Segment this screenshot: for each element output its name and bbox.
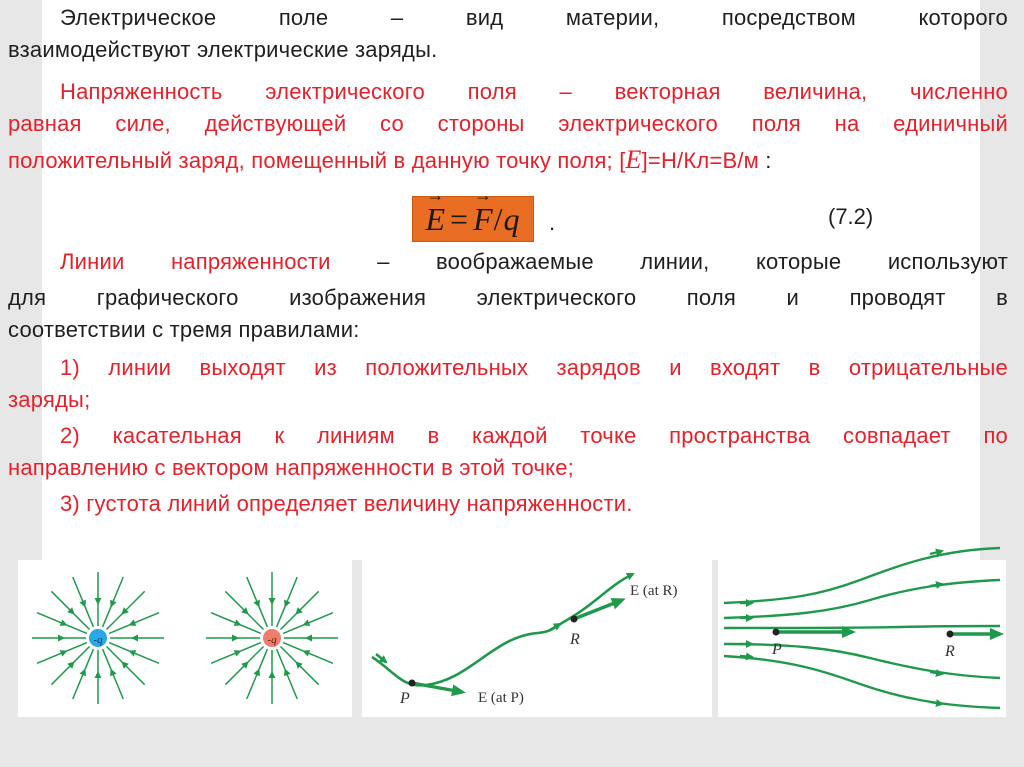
- positive-charge-label: -q: [267, 634, 277, 646]
- units: =Н/Кл=В/м: [647, 148, 759, 173]
- radial-arrowhead: [95, 671, 102, 678]
- rule-2-line2: направлению с вектором напряженности в этой точке;: [8, 455, 574, 480]
- label-e-at-p: E (at P): [478, 690, 524, 706]
- para3-line3: соответствии с тремя правилами:: [8, 317, 360, 342]
- label-e-at-r: E (at R): [630, 583, 678, 599]
- density-line-5: [724, 656, 1000, 708]
- curve-label-p: P: [400, 690, 410, 707]
- unit-bracket-close: ]: [641, 148, 648, 173]
- density-label-r: R: [945, 643, 955, 660]
- radial-arrowhead: [232, 635, 239, 642]
- density-line-1: [724, 548, 1000, 603]
- point-p-dot: [409, 680, 416, 687]
- density-point-r-dot: [947, 631, 954, 638]
- radial-arrowhead: [131, 635, 138, 642]
- density-label-p: P: [772, 641, 782, 658]
- unit-bracket-open: [: [619, 148, 626, 173]
- field-symbol: E: [625, 145, 642, 174]
- vector-e: → E: [425, 201, 446, 238]
- para2-line3: положительный заряд, помещенный в данную точку поля; [E]=Н/Кл=В/м :: [8, 145, 772, 174]
- radial-arrowhead: [305, 635, 312, 642]
- point-r-dot: [571, 616, 578, 623]
- curve-arrow-mid: [550, 624, 560, 630]
- radial-arrowhead: [269, 598, 276, 605]
- rule-1-line2: заряды;: [8, 387, 91, 412]
- radial-arrowhead: [58, 635, 65, 642]
- density-line-2: [724, 580, 1000, 618]
- rule-3-line1: 3) густота линий определяет величину напряженности.: [60, 491, 633, 516]
- vector-e-at-p: [412, 683, 462, 692]
- density-line-3: [724, 626, 1000, 628]
- field-line-curve: [372, 574, 633, 685]
- term-field-lines: Линии напряженности: [60, 249, 331, 274]
- rule-1-line1: 1) линии выходят из положительных зарядов и входят в отрицательные: [60, 355, 1008, 380]
- density-point-p-dot: [773, 629, 780, 636]
- radial-arrowhead: [269, 671, 276, 678]
- formula-dot: .: [549, 210, 556, 235]
- para3-line2: для графического изображения электрического поля и проводят в: [8, 285, 1008, 310]
- radial-arrowhead: [95, 598, 102, 605]
- para2-line2: равная силе, действующей со стороны электрического поля на единичный: [8, 111, 1008, 136]
- negative-charge-label: -q: [93, 634, 103, 646]
- para1-line2: взаимодействуют электрические заряды.: [8, 37, 438, 62]
- vector-f: → F: [473, 201, 494, 238]
- equation-number: (7.2): [828, 204, 874, 229]
- formula: → E =→ F/q: [425, 201, 520, 238]
- rule-2-line1: 2) касательная к линиям в каждой точке пространства совпадает по: [60, 423, 1008, 448]
- para1-line1: Электрическое поле – вид материи, посредством которого: [60, 5, 1008, 30]
- para2-line1: Напряженность электрического поля – векторная величина, численно: [60, 79, 1008, 104]
- para3-line1: Линии напряженности – воображаемые линии, которые используют: [60, 249, 1008, 274]
- curve-label-r: R: [570, 631, 580, 648]
